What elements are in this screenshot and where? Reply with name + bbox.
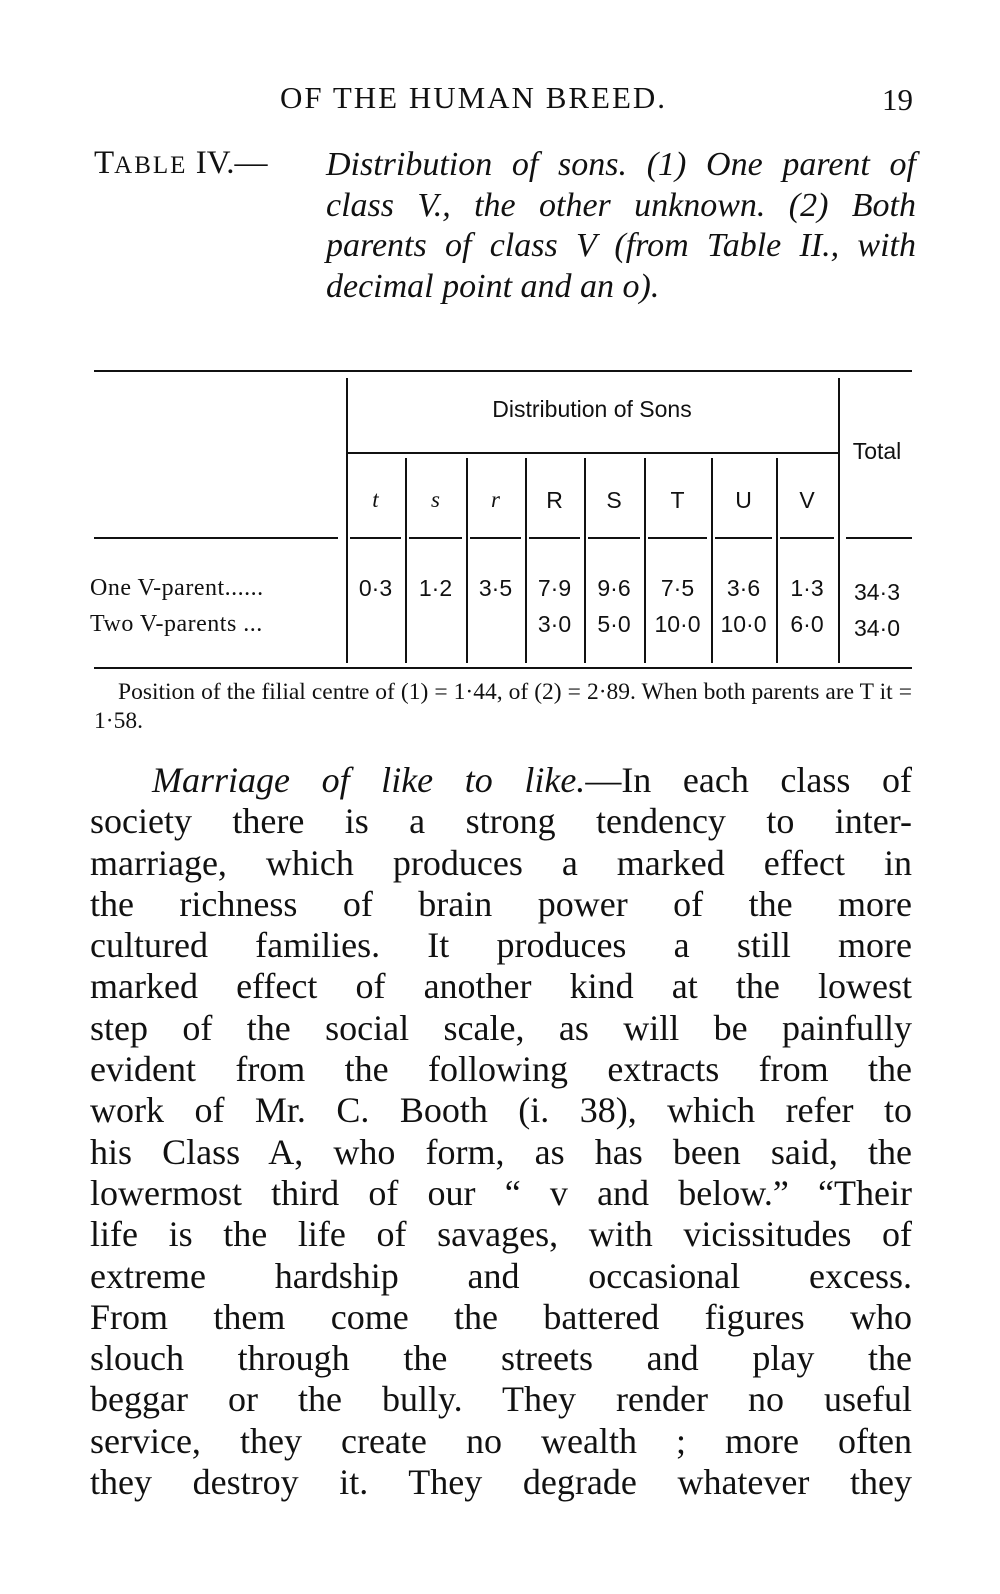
row-label: Two V-parents ... bbox=[90, 611, 263, 637]
body-line: service, they create no wealth ; more often bbox=[90, 1420, 912, 1461]
body-line: lowermost third of our “ v and below.” “Their bbox=[90, 1172, 912, 1213]
body-line: evident from the following extracts from the bbox=[90, 1049, 912, 1090]
table-header-rule-col bbox=[715, 537, 772, 539]
table-cell: 7·5 bbox=[660, 575, 695, 601]
table-cell: 9·6 bbox=[597, 575, 631, 601]
table-cell: 10·0 bbox=[654, 611, 701, 637]
total-header: Total bbox=[852, 438, 902, 464]
table-cell: 0·3 bbox=[358, 575, 393, 601]
table-header-rule-col bbox=[470, 537, 521, 539]
column-header: R bbox=[546, 487, 563, 513]
body-line: slouch through the streets and play the bbox=[90, 1338, 912, 1379]
table-caption bbox=[94, 145, 914, 355]
column-header: r bbox=[491, 487, 500, 512]
table-header-rule-col bbox=[529, 537, 580, 539]
table-header-rule-col bbox=[588, 537, 640, 539]
table-header-rule-col bbox=[648, 537, 707, 539]
column-header: V bbox=[799, 487, 815, 513]
body-line: cultured families. It produces a still more bbox=[90, 925, 912, 966]
body-line: society there is a strong tendency to inter- bbox=[90, 801, 912, 842]
body-line: marriage, which produces a marked effect in bbox=[90, 842, 912, 883]
table-caption-text: Distribution of sons. (1) One parent of class V., the other unknown. (2) Both parents of class V (from Table II., with decimal point and an o). bbox=[326, 146, 916, 305]
group-header: Distribution of Sons bbox=[492, 396, 692, 422]
table-cell: 7·9 bbox=[537, 575, 572, 601]
running-title: OF THE HUMAN BREED. bbox=[280, 80, 668, 115]
body-line: step of the social scale, as will be painfully bbox=[90, 1007, 912, 1048]
table-cell: 1·3 bbox=[790, 575, 824, 601]
row-total: 34·0 bbox=[853, 615, 901, 641]
table-group-rule bbox=[346, 452, 838, 454]
body-line: life is the life of savages, with vicissitudes of bbox=[90, 1214, 912, 1255]
column-header: U bbox=[735, 487, 752, 513]
table-bottom-rule bbox=[94, 667, 912, 669]
running-head bbox=[0, 80, 1000, 120]
body-line: Marriage of like to like.—In each class of bbox=[152, 760, 912, 800]
table-cell: 3·0 bbox=[537, 611, 572, 637]
table-cell: 1·2 bbox=[418, 575, 453, 601]
table-cell: 10·0 bbox=[720, 611, 767, 637]
body-line: his Class A, who form, as has been said, the bbox=[90, 1131, 912, 1172]
column-header: t bbox=[372, 487, 379, 512]
table-cell: 6·0 bbox=[790, 611, 824, 637]
body-line: From them come the battered figures who bbox=[90, 1296, 912, 1337]
body-line: they destroy it. They degrade whatever they bbox=[90, 1462, 912, 1503]
row-total: 34·3 bbox=[853, 579, 901, 605]
table-header-rule-left bbox=[94, 537, 338, 539]
paragraph-heading: Marriage of like to like. bbox=[152, 760, 586, 800]
column-header: T bbox=[670, 487, 685, 513]
table-cell: 3·6 bbox=[726, 575, 761, 601]
body-line: beggar or the bully. They render no useful bbox=[90, 1379, 912, 1420]
table-cell: 3·5 bbox=[478, 575, 513, 601]
body-line: extreme hardship and occasional excess. bbox=[90, 1255, 912, 1296]
table-caption-label: TABLE IV.— bbox=[94, 145, 268, 181]
body-line: marked effect of another kind at the lowest bbox=[90, 966, 912, 1007]
table-top-rule bbox=[94, 370, 912, 372]
body-line: the richness of brain power of the more bbox=[90, 883, 912, 924]
row-label: One V-parent...... bbox=[90, 575, 264, 601]
table-header-rule-col bbox=[780, 537, 834, 539]
table-header-rule-total bbox=[846, 537, 912, 539]
column-header: S bbox=[606, 487, 622, 513]
column-header: s bbox=[431, 487, 440, 512]
table-header-rule-col bbox=[350, 537, 401, 539]
body-line: work of Mr. C. Booth (i. 38), which refer to bbox=[90, 1090, 912, 1131]
table-header-rule-col bbox=[409, 537, 462, 539]
page-number: 19 bbox=[882, 82, 913, 117]
body-paragraph bbox=[90, 760, 912, 1503]
table-footnote: Position of the filial centre of (1) = 1·44, of (2) = 2·89. When both parents are T it = 1·58. bbox=[94, 679, 912, 734]
table-cell: 5·0 bbox=[597, 611, 631, 637]
